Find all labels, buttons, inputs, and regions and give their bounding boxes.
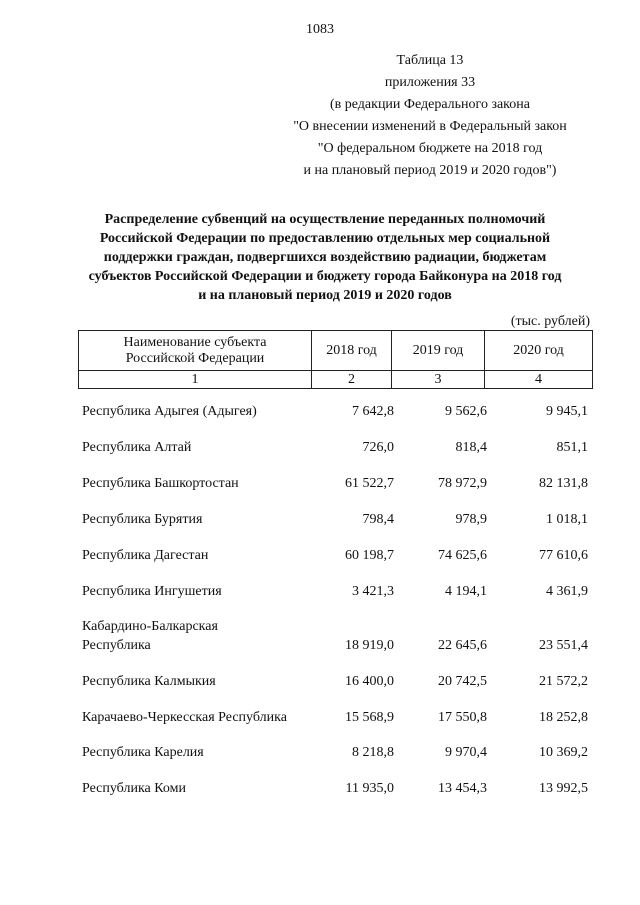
value-2019: 78 972,9 [438,476,487,491]
value-2019: 9 562,6 [445,404,487,419]
value-2018: 18 919,0 [345,638,394,653]
title-line: и на плановый период 2019 и 2020 годов [198,288,452,303]
value-2020: 4 361,9 [546,584,588,599]
value-2019: 9 970,4 [445,745,487,760]
subject-name: Республика Коми [82,781,186,796]
value-2020: 13 992,5 [539,781,588,796]
value-2018: 7 642,8 [352,404,394,419]
title-line: поддержки граждан, подвергшихся воздействию радиации, бюджетам [103,250,547,265]
header-2018: 2018 год [312,331,392,371]
subject-name: Республика Дагестан [82,548,209,563]
value-2019: 17 550,8 [438,710,487,725]
subject-name: Республика Бурятия [82,512,203,527]
value-2018: 3 421,3 [352,584,394,599]
subject-name: Республика Карелия [82,745,204,760]
value-2020: 1 018,1 [546,512,588,527]
annex-line: "О федеральном бюджете на 2018 год [317,141,543,156]
header-2019: 2019 год [392,331,485,371]
value-2019: 13 454,3 [438,781,487,796]
value-2020: 77 610,6 [539,548,588,563]
annex-line: и на плановый период 2019 и 2020 годов") [303,163,557,178]
subject-name: Кабардино-Балкарская [82,619,218,634]
subject-name: Республика Калмыкия [82,674,216,689]
subject-name: Республика Ингушетия [82,584,222,599]
column-number: 4 [485,371,593,389]
title-line: Российской Федерации по предоставлению отдельных мер социальной [99,231,551,246]
units-label: (тыс. рублей) [510,314,590,329]
value-2018: 61 522,7 [345,476,394,491]
subject-name: Карачаево-Черкесская Республика [82,710,287,725]
column-number: 1 [79,371,312,389]
value-2018: 798,4 [362,512,394,527]
subject-name-continued: Республика [82,638,151,653]
title-line: Распределение субвенций на осуществление переданных полномочий [104,212,546,227]
value-2018: 15 568,9 [345,710,394,725]
value-2019: 20 742,5 [438,674,487,689]
value-2020: 82 131,8 [539,476,588,491]
annex-line: приложения 33 [384,75,476,90]
title-line: субъектов Российской Федерации и бюджету города Байконура на 2018 год [88,269,562,284]
value-2018: 726,0 [362,440,394,455]
annex-line: Таблица 13 [396,53,464,68]
header-subject: Наименование субъекта Российской Федерации [79,331,312,371]
value-2020: 23 551,4 [539,638,588,653]
value-2018: 60 198,7 [345,548,394,563]
value-2018: 16 400,0 [345,674,394,689]
value-2020: 851,1 [556,440,588,455]
value-2019: 22 645,6 [438,638,487,653]
annex-line: (в редакции Федерального закона [330,97,530,112]
value-2020: 21 572,2 [539,674,588,689]
header-2020: 2020 год [485,331,593,371]
column-number: 2 [312,371,392,389]
value-2020: 9 945,1 [546,404,588,419]
value-2019: 74 625,6 [438,548,487,563]
value-2018: 8 218,8 [352,745,394,760]
value-2019: 978,9 [455,512,487,527]
annex-reference [270,50,590,182]
value-2019: 4 194,1 [445,584,487,599]
subject-name: Республика Алтай [82,440,192,455]
table-header [78,330,593,389]
value-2019: 818,4 [455,440,487,455]
annex-line: "О внесении изменений в Федеральный закон [293,119,567,134]
column-number: 3 [392,371,485,389]
subject-name: Республика Башкортостан [82,476,239,491]
page-number: 1083 [306,22,334,37]
value-2018: 11 935,0 [345,781,394,796]
value-2020: 10 369,2 [539,745,588,760]
document-title [70,210,580,305]
value-2020: 18 252,8 [539,710,588,725]
subject-name: Республика Адыгея (Адыгея) [82,404,257,419]
